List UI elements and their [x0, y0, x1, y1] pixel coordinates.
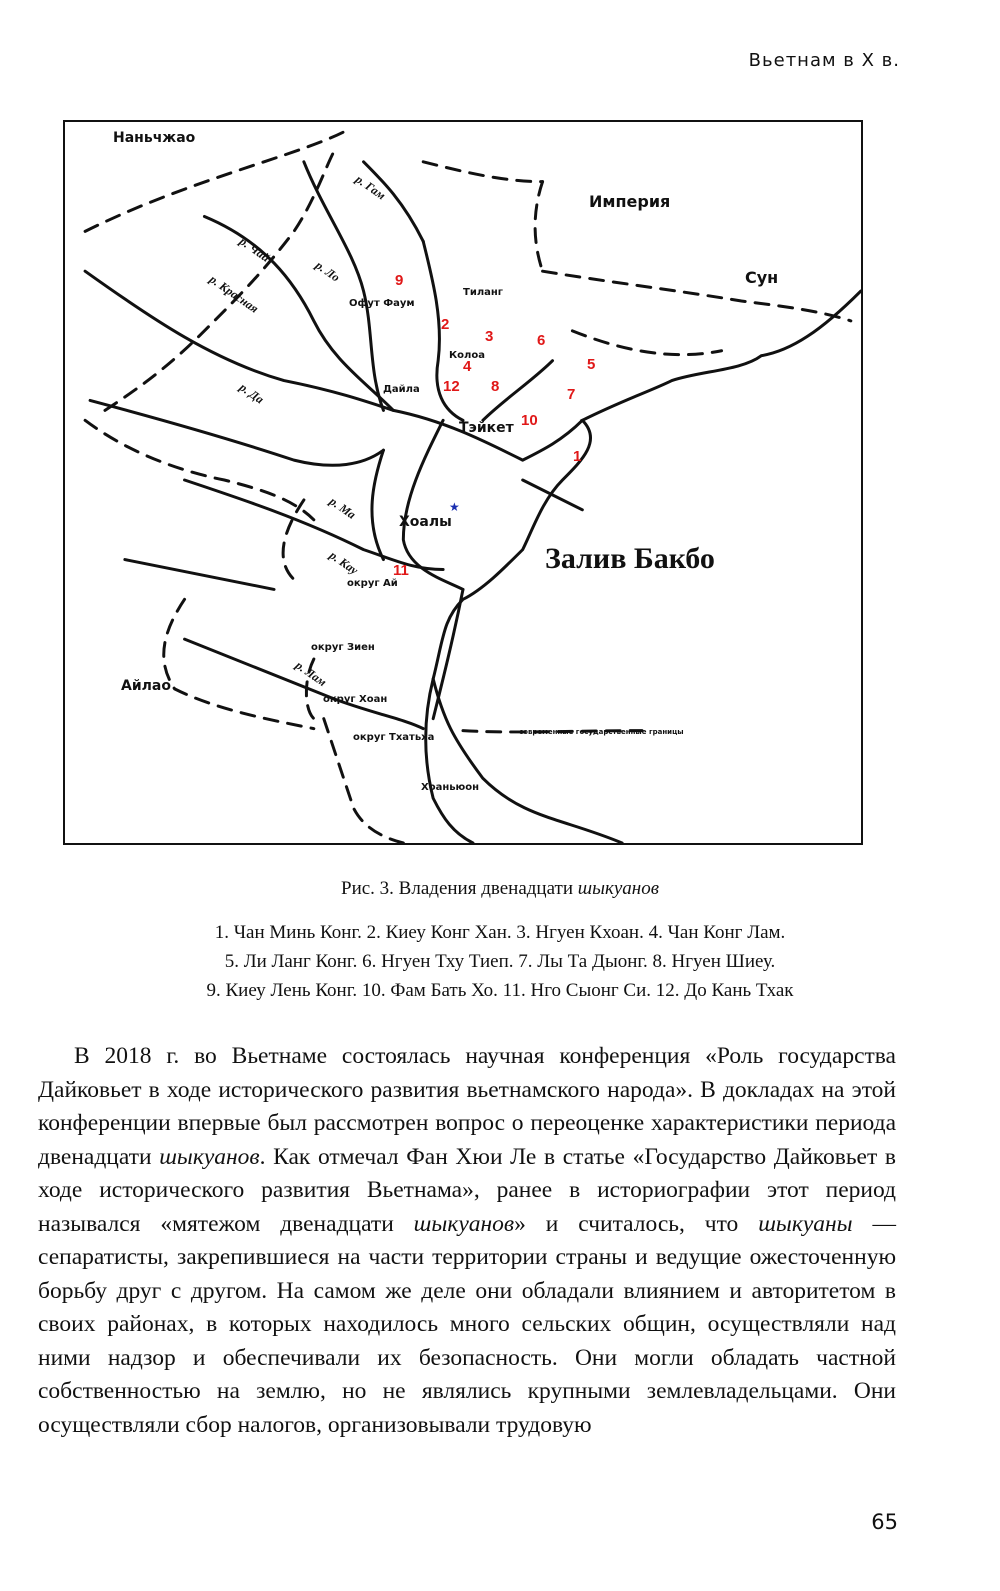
river-chai — [304, 162, 384, 411]
map-label-nanzhao: Наньчжао — [113, 130, 196, 146]
map-label-daila: Дайла — [383, 384, 420, 395]
river-label-ma: р. Ма — [326, 494, 359, 522]
marker-4: 4 — [463, 358, 472, 375]
caption-text: Рис. 3. Владения двенадцати — [341, 878, 578, 899]
river-label-chai: р. Чай — [236, 234, 273, 265]
figure-legend — [60, 918, 940, 1005]
marker-6: 6 — [537, 332, 546, 349]
river-label-cau: р. Кау — [326, 548, 361, 578]
map-label-empire: Империя — [589, 192, 671, 211]
river-lo — [204, 216, 393, 410]
map-label-tayket: Тэйкет — [459, 420, 514, 436]
body-text: » и считалось, что — [514, 1210, 759, 1237]
marker-3: 3 — [485, 328, 494, 345]
body-italic: шыкуанов — [159, 1143, 260, 1170]
marker-10: 10 — [521, 412, 538, 429]
map-label-bay: Залив Бакбо — [545, 542, 715, 575]
map-label-koloa: Колоа — [449, 350, 485, 361]
body-text: В 2018 г. во Вьетнаме состоялась научная конференция «Роль государства Дайковьет в ходе исторического развития вьетнамского народа». В докладах на этой конференции впервые был рассмотрен вопрос о переоценке характеристики периода двенадцати — [38, 1043, 896, 1170]
star-icon: ★ — [449, 500, 460, 514]
map-label-ailao: Айлао — [121, 678, 171, 694]
map-label-okrug-hoan: округ Хоан — [323, 694, 388, 705]
river-red — [85, 271, 523, 460]
body-italic: шыкуаны — [758, 1210, 853, 1237]
river-label-da: р. Да — [236, 380, 267, 407]
map-label-tilang: Тиланг — [463, 287, 504, 298]
map-label-okrug-thathya: округ Тхатьха — [353, 732, 435, 743]
map-label-sun: Сун — [745, 268, 779, 287]
legend-line: 1. Чан Минь Конг. 2. Киеу Конг Хан. 3. Нгуен Кхоан. 4. Чан Конг Лам. — [214, 922, 786, 943]
map-figure — [63, 120, 863, 845]
river-da — [90, 400, 383, 465]
marker-12: 12 — [443, 378, 460, 395]
caption-italic: шыкуанов — [577, 878, 659, 899]
map-label-hoaly: Хоалы — [399, 514, 452, 530]
river-label-red: р. Красная — [206, 272, 262, 316]
body-paragraph — [38, 1040, 896, 1442]
body-text: . Как отмечал Фан Хюи Ле в статье «Государство Дайковьет в ходе исторического развития Вьетнама», ранее в историографии этот период назывался «мятежом двенадцати — [38, 1143, 896, 1237]
map-label-hoanyon: Хоаньюон — [421, 782, 480, 793]
map-label-okrug-zien: округ Зиен — [311, 642, 375, 653]
marker-1: 1 — [573, 448, 582, 465]
river-label-gam: р. Гам — [352, 172, 389, 203]
figure-caption — [0, 878, 1000, 900]
marker-2: 2 — [441, 316, 450, 333]
body-text: — сепаратисты, закрепившиеся на части территории страны и ведущие ожесточенную борьбу друг с другом. На самом же деле они обладали влиянием и авторитетом в своих районах, в которых находилось много сельских общин, осуществляли над ними надзор и обеспечивали их безопасность. Они могли обладать частной собственностью на землю, но не являлись крупными землевладельцами. Они осуществляли сбор налогов, организовывали трудовую — [38, 1210, 896, 1438]
marker-7: 7 — [567, 386, 576, 403]
map-border-legend: современные государственные границы — [519, 728, 684, 736]
river-lam — [185, 639, 424, 729]
page-number: 65 — [871, 1510, 898, 1534]
map-label-okrug-ai: округ Ай — [347, 578, 398, 589]
marker-5: 5 — [587, 356, 596, 373]
marker-11: 11 — [393, 562, 409, 579]
running-title: Вьетнам в X в. — [748, 50, 900, 71]
legend-line: 9. Киеу Лень Конг. 10. Фам Бать Хо. 11. Нго Сыонг Си. 12. До Кань Тхак — [206, 980, 794, 1001]
legend-line: 5. Ли Ланг Конг. 6. Нгуен Тху Тиеп. 7. Лы Та Дыонг. 8. Нгуен Шиеу. — [224, 951, 776, 972]
body-italic: шыкуанов — [413, 1210, 515, 1237]
map-label-ofu: Офут Фаум — [349, 298, 415, 309]
marker-9: 9 — [395, 272, 404, 289]
marker-8: 8 — [491, 378, 500, 395]
river-label-lo: р. Ло — [312, 258, 343, 285]
map-drawing — [65, 122, 861, 843]
river-label-lam: р. Лам — [292, 658, 330, 690]
